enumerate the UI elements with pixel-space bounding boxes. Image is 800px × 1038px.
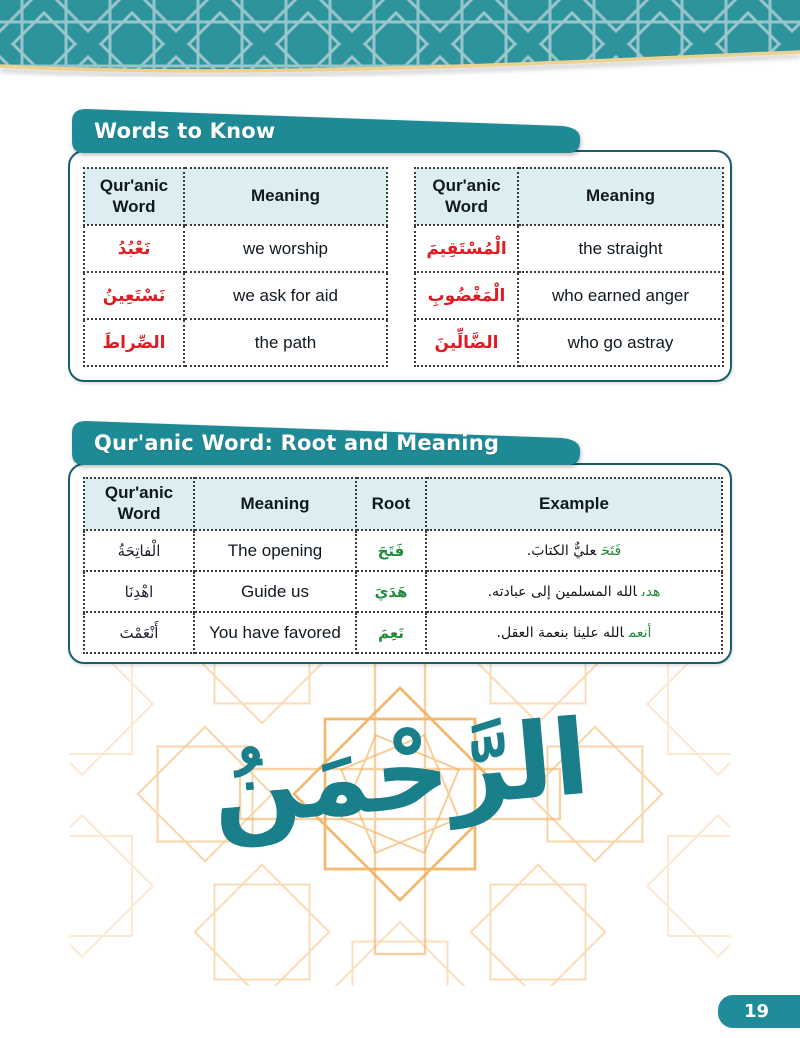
- meaning-cell: The opening: [194, 530, 356, 571]
- calligraphy-text: الرَّحْمَنُ: [206, 695, 594, 851]
- table-row: [84, 530, 722, 571]
- table-row: [84, 225, 387, 272]
- header-row: [84, 478, 722, 530]
- decorative-header-band: [0, 0, 800, 90]
- section-title-words-to-know: Words to Know: [94, 119, 276, 143]
- column-header-quranic-word: Qur'anic Word: [84, 168, 184, 225]
- column-header-quranic-word: Qur'anic Word: [84, 478, 194, 530]
- meaning-cell: who go astray: [518, 319, 723, 366]
- example-cell: [426, 612, 722, 653]
- meaning-cell: Guide us: [194, 571, 356, 612]
- table-row: [84, 319, 387, 366]
- column-header-root: Root: [356, 478, 426, 530]
- header-row: [415, 168, 723, 225]
- quranic-word-cell: نَسْتَعِينُ: [84, 272, 184, 319]
- meaning-cell: who earned anger: [518, 272, 723, 319]
- words-to-know-banner: [68, 106, 592, 158]
- example-keyword: هدى: [641, 583, 661, 600]
- quranic-word-cell: نَعْبُدُ: [84, 225, 184, 272]
- root-cell: فَتَحَ: [356, 530, 426, 571]
- quranic-word-cell: اهْدِنَا: [84, 571, 194, 612]
- example-cell: [426, 571, 722, 612]
- header-row: [84, 168, 387, 225]
- root-cell: نَعِمَ: [356, 612, 426, 653]
- column-header-quranic-word: Qur'anic Word: [415, 168, 518, 225]
- table-row: [415, 225, 723, 272]
- root-meaning-table: [83, 477, 723, 654]
- words-to-know-card: [68, 150, 732, 382]
- quranic-word-cell: الْمَغْضُوبِ: [415, 272, 518, 319]
- column-header-meaning: Meaning: [518, 168, 723, 225]
- vocab-table-left: [83, 167, 388, 367]
- table-row: [84, 571, 722, 612]
- column-header-example: Example: [426, 478, 722, 530]
- meaning-cell: You have favored: [194, 612, 356, 653]
- table-row: [84, 272, 387, 319]
- meaning-cell: we worship: [184, 225, 387, 272]
- quranic-word-cell: الْفاتِحَةُ: [84, 530, 194, 571]
- example-cell: [426, 530, 722, 571]
- example-sentence: الله المسلمين إلى عبادته.: [487, 583, 637, 600]
- root-meaning-card: [68, 463, 732, 664]
- page-number-badge: [718, 995, 800, 1028]
- root-meaning-banner: [68, 418, 592, 470]
- meaning-cell: the straight: [518, 225, 723, 272]
- table-row: [84, 612, 722, 653]
- calligraphy-art: [0, 660, 800, 990]
- root-cell: هَدَيَ: [356, 571, 426, 612]
- column-header-meaning: Meaning: [184, 168, 387, 225]
- meaning-cell: the path: [184, 319, 387, 366]
- example-keyword: فَتَحَ: [601, 542, 622, 559]
- column-header-meaning: Meaning: [194, 478, 356, 530]
- quranic-word-cell: الْمُسْتَقِيمَ: [415, 225, 518, 272]
- page-number: 19: [744, 1001, 770, 1022]
- example-sentence: الله علينا بنعمة العقل.: [496, 624, 624, 641]
- meaning-cell: we ask for aid: [184, 272, 387, 319]
- quranic-word-cell: الضَّالِّينَ: [415, 319, 518, 366]
- table-row: [415, 319, 723, 366]
- quranic-word-cell: أَنْعَمْتَ: [84, 612, 194, 653]
- example-keyword: أنعم: [628, 624, 652, 641]
- quranic-word-cell: الصِّراطَ: [84, 319, 184, 366]
- section-title-root-meaning: Qur'anic Word: Root and Meaning: [94, 431, 500, 455]
- vocab-table-right: [414, 167, 724, 367]
- table-row: [415, 272, 723, 319]
- example-sentence: عليٌّ الكتابَ.: [526, 542, 597, 559]
